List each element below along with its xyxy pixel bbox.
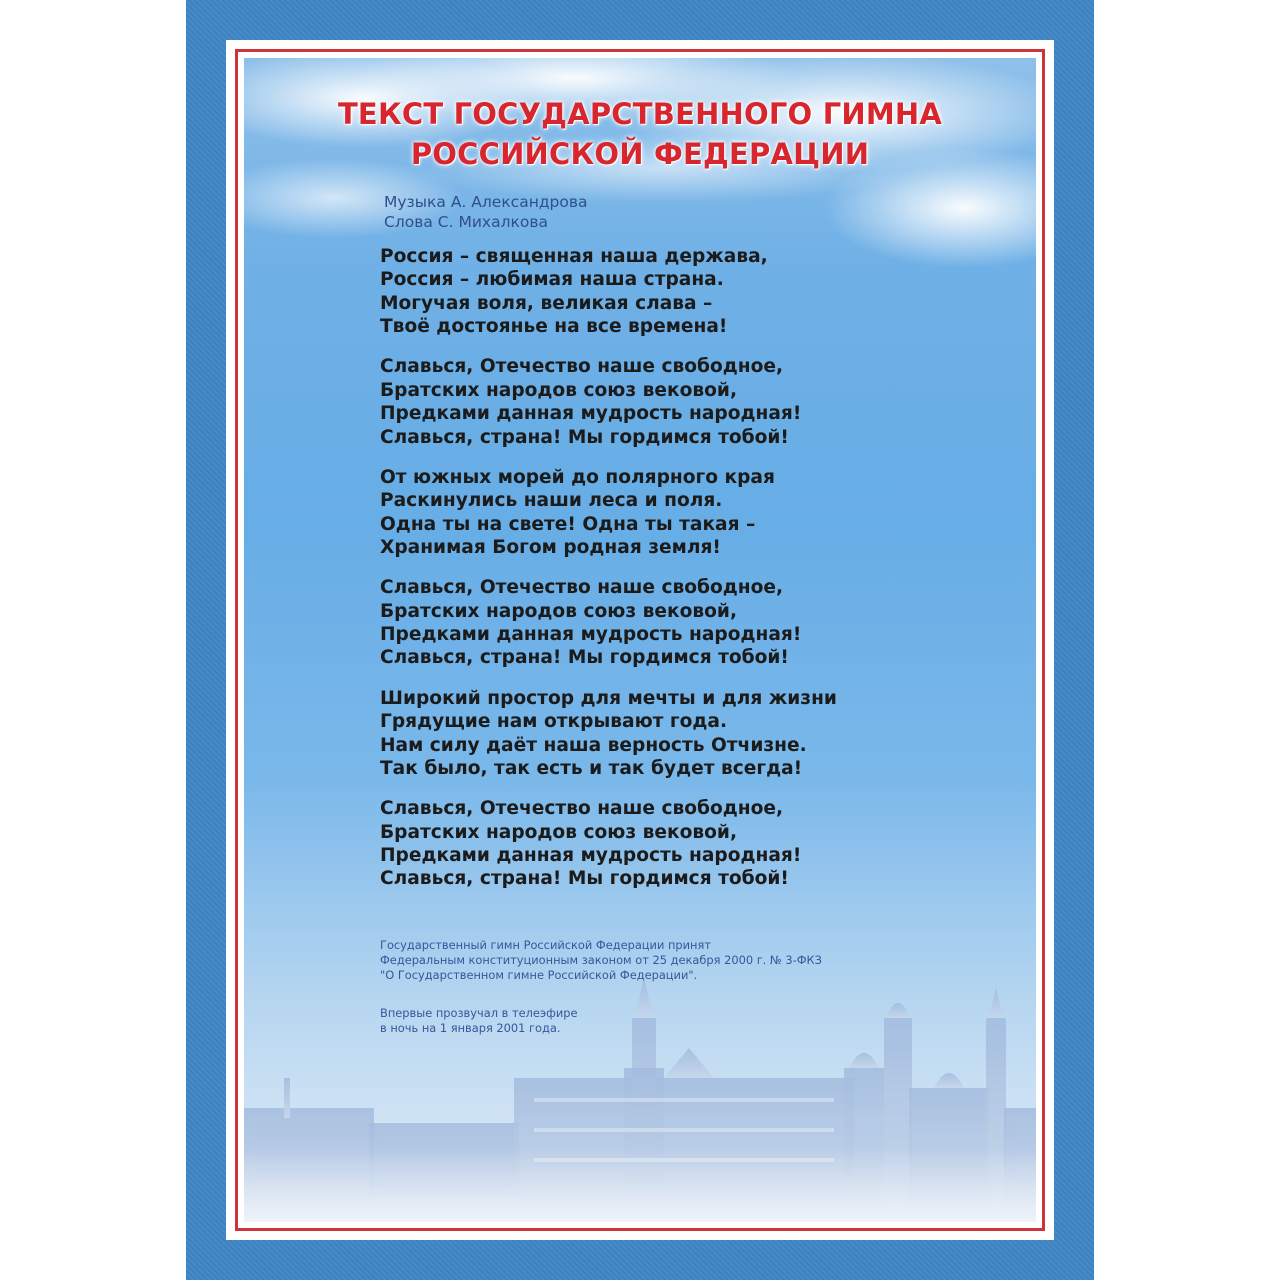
lyric-line: Предками данная мудрость народная!	[380, 624, 802, 646]
adoption-note	[380, 938, 822, 983]
adoption-note-line-3: "О Государственном гимне Российской Федерации".	[380, 968, 698, 982]
lyric-line: Нам силу даёт наша верность Отчизне.	[380, 734, 807, 756]
lyric-line: Предками данная мудрость народная!	[380, 403, 802, 425]
lyric-line: Россия – священная наша держава,	[380, 246, 768, 267]
words-credit: Слова С. Михалкова	[384, 213, 548, 231]
lyric-line: Могучая воля, великая слава –	[380, 292, 713, 314]
title-line-1: ТЕКСТ ГОСУДАРСТВЕННОГО ГИМНА	[337, 97, 943, 131]
poster	[186, 0, 1094, 1280]
lyric-line: Так было, так есть и так будет всегда!	[380, 757, 803, 779]
title-line-2: РОССИЙСКОЙ ФЕДЕРАЦИИ	[410, 137, 870, 171]
stanza-5	[380, 687, 980, 781]
lyric-line: Славься, Отечество наше свободное,	[380, 798, 784, 820]
lyric-line: Одна ты на свете! Одна ты такая –	[380, 513, 756, 535]
stanza-6-chorus	[380, 797, 980, 891]
premiere-note-line-2: в ночь на 1 января 2001 года.	[380, 1021, 561, 1035]
lyric-line: Славься, страна! Мы гордимся тобой!	[380, 868, 789, 890]
lyric-line: Славься, страна! Мы гордимся тобой!	[380, 647, 789, 669]
lyric-line: Широкий простор для мечты и для жизни	[380, 687, 837, 709]
music-credit: Музыка А. Александрова	[384, 193, 588, 211]
stanza-3	[380, 466, 980, 560]
adoption-note-line-1: Государственный гимн Российской Федерации принят	[380, 938, 711, 952]
lyric-line: Россия – любимая наша страна.	[380, 269, 724, 291]
anthem-lyrics	[380, 245, 980, 908]
lyric-line: Предками данная мудрость народная!	[380, 844, 802, 866]
stanza-2-chorus	[380, 355, 980, 449]
poster-title	[244, 94, 1036, 174]
premiere-note	[380, 1006, 578, 1036]
lyric-line: Хранимая Богом родная земля!	[380, 537, 721, 559]
white-frame	[226, 40, 1054, 1240]
lyric-line: Братских народов союз вековой,	[380, 600, 738, 622]
lyric-line: Твоё достоянье на все времена!	[380, 316, 728, 338]
lyric-line: Славься, Отечество наше свободное,	[380, 577, 784, 599]
lyric-line: Братских народов союз вековой,	[380, 821, 738, 843]
premiere-note-line-1: Впервые прозвучал в телеэфире	[380, 1006, 578, 1020]
lyric-line: Раскинулись наши леса и поля.	[380, 490, 723, 512]
credits	[384, 192, 588, 232]
stanza-4-chorus	[380, 576, 980, 670]
lyric-line: Братских народов союз вековой,	[380, 379, 738, 401]
poster-content	[244, 58, 1036, 1222]
stanza-1	[380, 245, 980, 339]
lyric-line: Славься, Отечество наше свободное,	[380, 356, 784, 378]
lyric-line: Грядущие нам открывают года.	[380, 711, 728, 733]
lyric-line: От южных морей до полярного края	[380, 466, 775, 488]
adoption-note-line-2: Федеральным конституционным законом от 25 декабря 2000 г. № 3-ФКЗ	[380, 953, 822, 967]
kremlin-skyline-illustration	[244, 958, 1036, 1222]
lyric-line: Славься, страна! Мы гордимся тобой!	[380, 426, 789, 448]
red-frame	[235, 49, 1045, 1231]
